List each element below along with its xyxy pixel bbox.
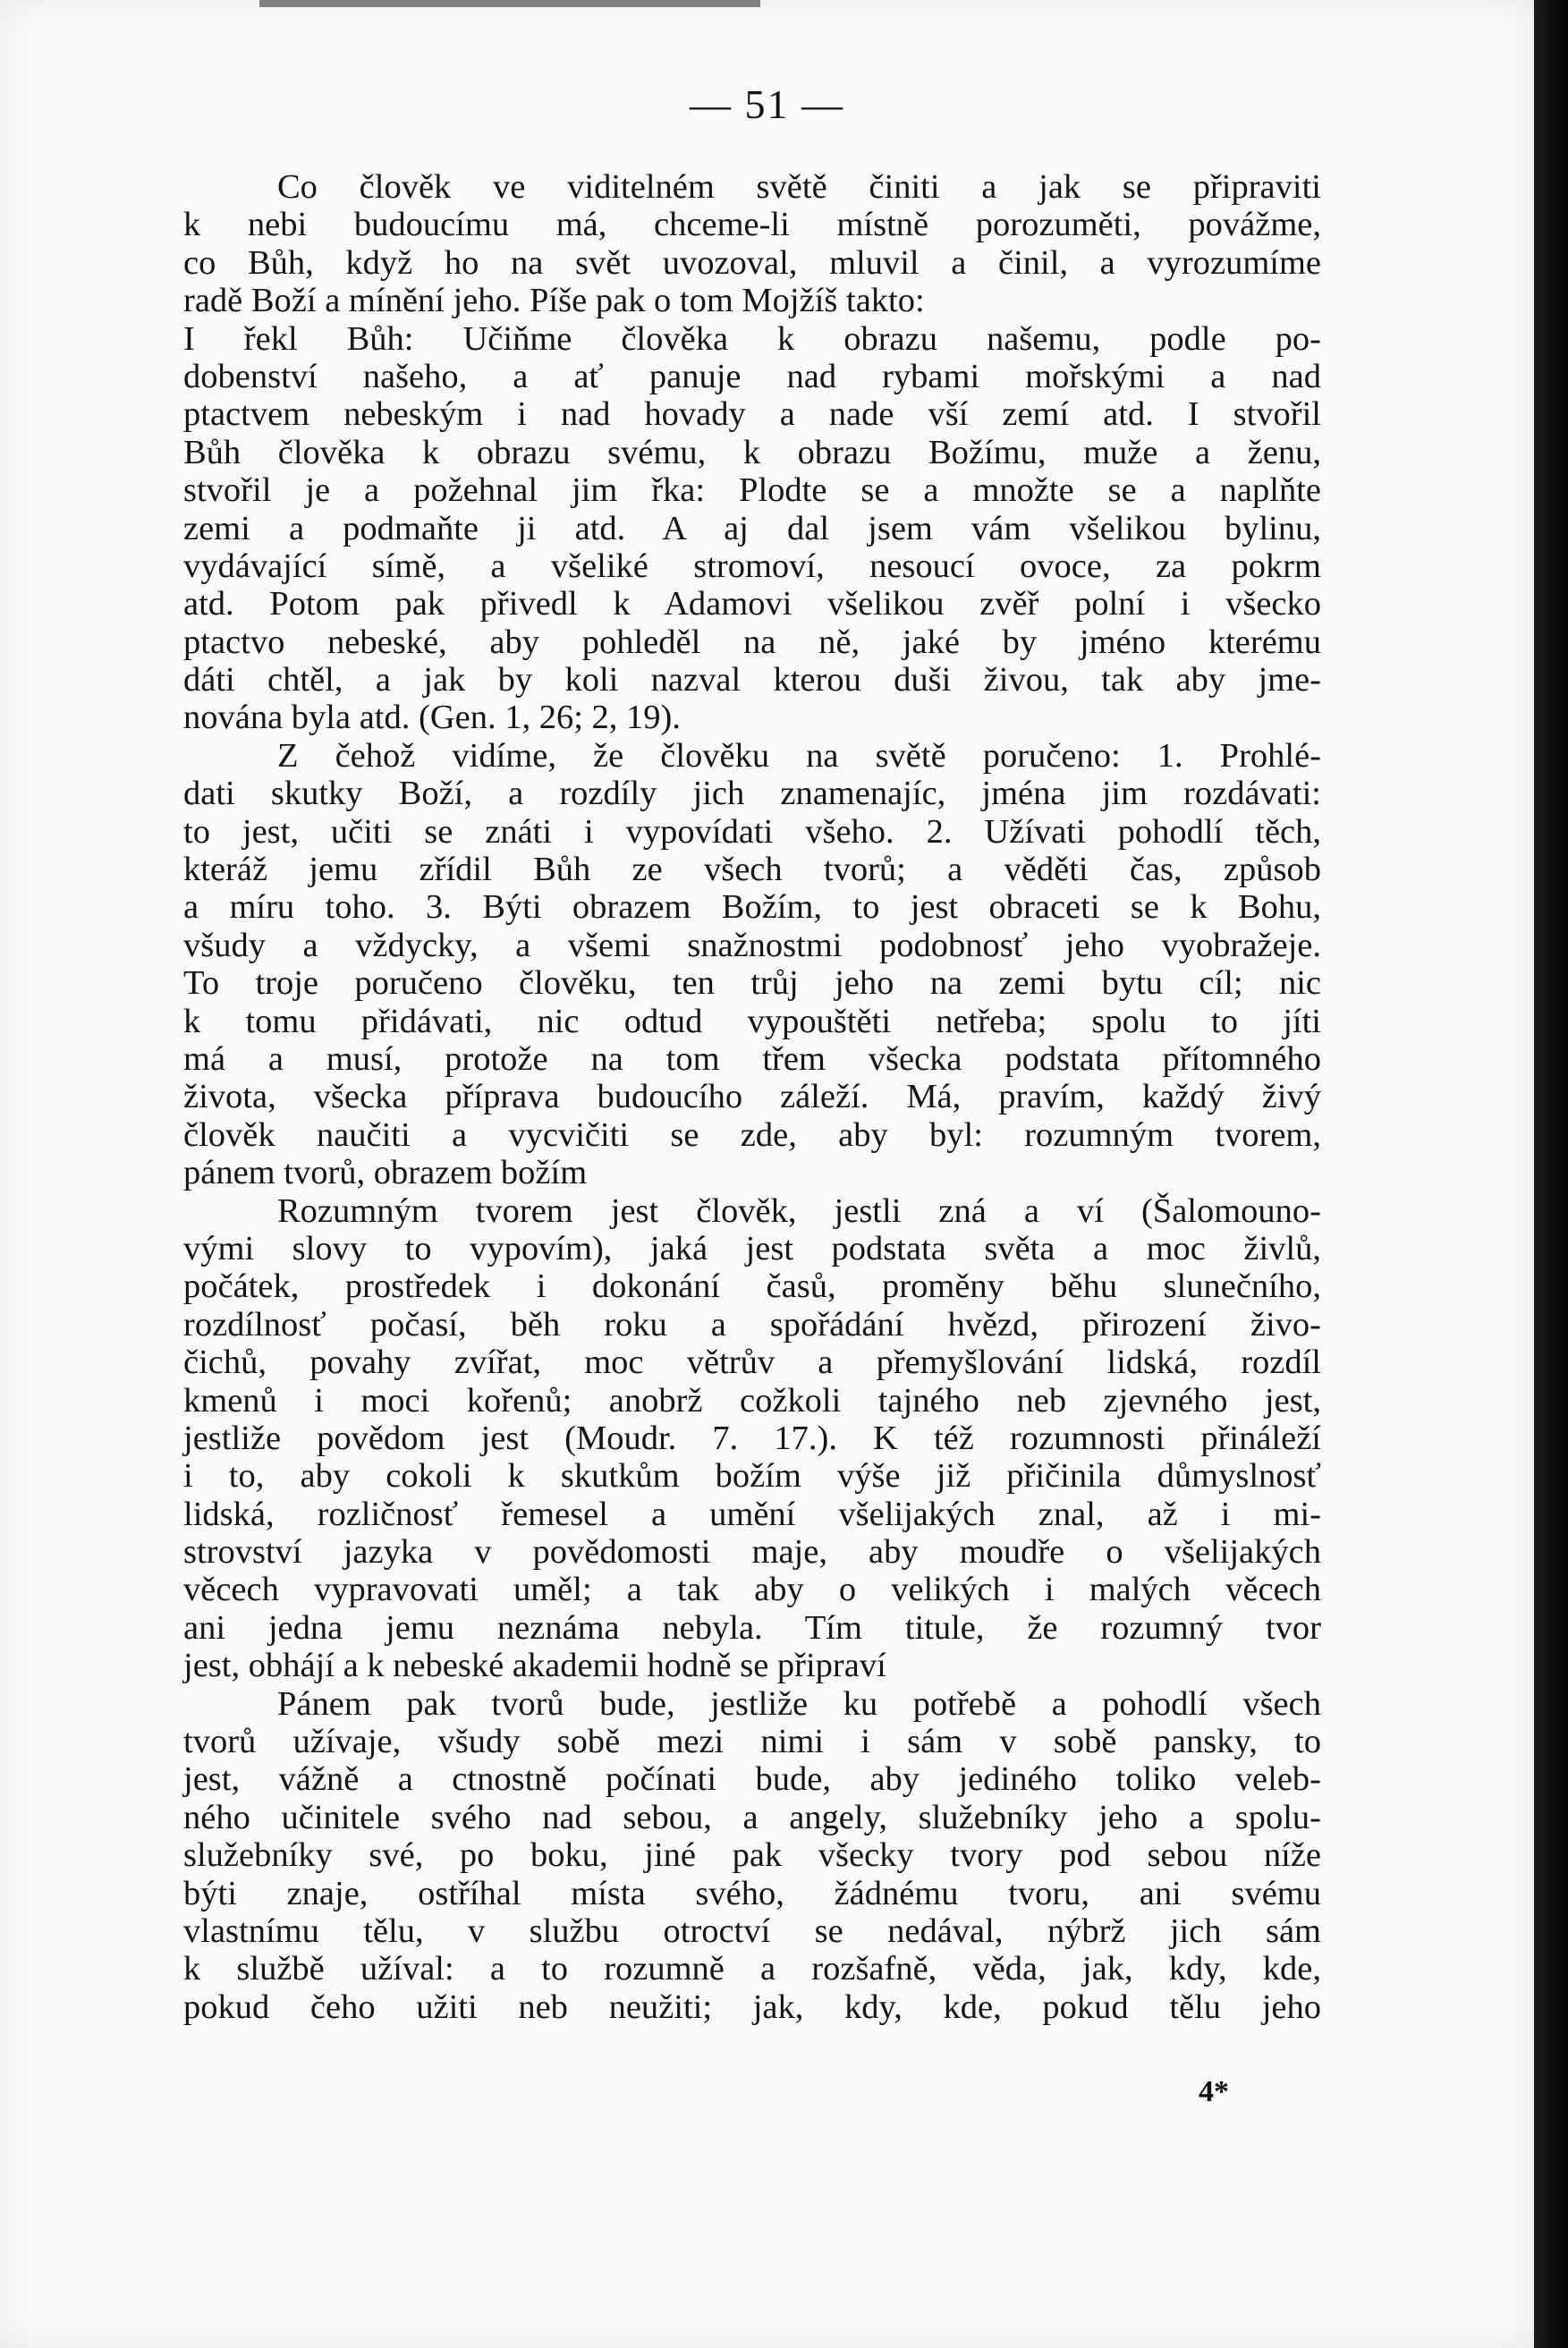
text-line: i to, aby cokoli k skutkům božím výše již přičinila důmyslnosť — [183, 1457, 1321, 1496]
signature-mark: 4* — [1199, 2075, 1229, 2108]
text-line: služebníky své, po boku, jiné pak všecky tvory pod sebou níže — [183, 1836, 1321, 1875]
text-line: atd. Potom pak přivedl k Adamovi všelikou zvěř polní i všecko — [183, 585, 1321, 623]
text-line: I řekl Bůh: Učiňme člověka k obrazu našemu, podle po- — [183, 319, 1321, 358]
text-line: dati skutky Boží, a rozdíly jich znamenajíc, jména jim rozdávati: — [183, 775, 1321, 813]
text-line: to jest, učiti se znáti i vypovídati všeho. 2. Užívati pohodlí těch, — [183, 812, 1321, 851]
text-line: nována byla atd. (Gen. 1, 26; 2, 19). — [183, 699, 681, 737]
text-line: Co člověk ve viditelném světě činiti a jak se připraviti — [277, 168, 1321, 206]
text-line: býti znaje, ostříhal místa svého, žádnému tvoru, ani svému — [183, 1874, 1321, 1912]
text-line: pánem tvorů, obrazem božím — [183, 1154, 588, 1192]
text-line: co Bůh, když ho na svět uvozoval, mluvil a činil, a vyrozumíme — [183, 243, 1321, 282]
text-line: dobenství našeho, a ať panuje nad rybami mořskými a nad — [183, 357, 1321, 395]
text-line: tvorů užívaje, všudy sobě mezi nimi i sám v sobě pansky, to — [183, 1723, 1321, 1761]
text-line: k nebi budoucímu má, chceme-li místně porozuměti, povážme, — [183, 206, 1321, 244]
text-line: pokud čeho užiti neb neužiti; jak, kdy, kde, pokud tělu jeho — [183, 1988, 1321, 2026]
text-line: vými slovy to vypovím), jaká jest podstata světa a moc živlů, — [183, 1229, 1321, 1267]
text-line: k tomu přidávati, nic odtud vypouštěti netřeba; spolu to jíti — [183, 1002, 1321, 1040]
text-line: počátek, prostředek i dokonání časů, proměny běhu slunečního, — [183, 1267, 1321, 1306]
text-line: Bůh člověka k obrazu svému, k obrazu Božímu, muže a ženu, — [183, 433, 1321, 471]
text-line: jest, vážně a ctnostně počínati bude, aby jediného toliko veleb- — [183, 1760, 1321, 1799]
text-line: jestliže povědom jest (Moudr. 7. 17.). K též rozumnosti přináleží — [183, 1419, 1321, 1457]
text-line: Pánem pak tvorů bude, jestliže ku potřebě a pohodlí všech — [277, 1684, 1321, 1723]
text-line: lidská, rozličnosť řemesel a umění všelijakých znal, až i mi- — [183, 1495, 1321, 1533]
text-line: a míru toho. 3. Býti obrazem Božím, to jest obraceti se k Bohu, — [183, 888, 1321, 927]
text-line: kteráž jemu zřídil Bůh ze všech tvorů; a věděti čas, způsob — [183, 851, 1321, 889]
text-line: ného učinitele svého nad sebou, a angely, služebníky jeho a spolu- — [183, 1798, 1321, 1836]
text-line: ptactvem nebeským i nad hovady a nade vší zemí atd. I stvořil — [183, 395, 1321, 434]
text-line: všudy a vždycky, a všemi snažnostmi podobnosť jeho vyobražeje. — [183, 926, 1321, 964]
text-line: člověk naučiti a vycvičiti se zde, aby byl: rozumným tvorem, — [183, 1115, 1321, 1154]
text-line: života, všecka příprava budoucího záleží. Má, pravím, každý živý — [183, 1078, 1321, 1116]
text-line: ani jedna jemu neznáma nebyla. Tím titule, že rozumný tvor — [183, 1608, 1321, 1647]
page-number: — 51 — — [690, 81, 844, 127]
text-line: jest, obhájí a k nebeské akademii hodně se připraví — [183, 1647, 886, 1685]
text-line: věcech vypravovati uměl; a tak aby o velikých i malých věcech — [183, 1571, 1321, 1609]
text-line: vlastnímu tělu, v službu otroctví se nedával, nýbrž jich sám — [183, 1911, 1321, 1950]
text-line: Z čehož vidíme, že člověku na světě poručeno: 1. Prohlé- — [277, 736, 1321, 775]
text-line: To troje poručeno člověku, ten trůj jeho na zemi bytu cíl; nic — [183, 964, 1321, 1003]
text-line: Rozumným tvorem jest člověk, jestli zná a ví (Šalomouno- — [277, 1191, 1321, 1230]
scan-edge — [1534, 0, 1568, 2348]
text-line: čichů, povahy zvířat, moc větrův a přemyšlování lidská, rozdíl — [183, 1344, 1321, 1382]
text-line: dáti chtěl, a jak by koli nazval kterou duši živou, tak aby jme- — [183, 661, 1321, 699]
top-edge-mark — [259, 0, 760, 7]
text-line: radě Boží a mínění jeho. Píše pak o tom Mojžíš takto: — [183, 282, 925, 320]
text-line: k službě užíval: a to rozumně a rozšafně, věda, jak, kdy, kde, — [183, 1950, 1321, 1988]
text-line: má a musí, protože na tom třem všecka podstata přítomného — [183, 1039, 1321, 1078]
text-line: ptactvo nebeské, aby pohleděl na ně, jaké by jméno kterému — [183, 623, 1321, 661]
text-line: stvořil je a požehnal jim řka: Plodte se a množte se a naplňte — [183, 471, 1321, 510]
text-line: kmenů i moci kořenů; anobrž cožkoli tajného neb zjevného jest, — [183, 1381, 1321, 1420]
text-line: vydávající símě, a všeliké stromoví, nesoucí ovoce, za pokrm — [183, 547, 1321, 585]
text-line: rozdílnosť počasí, běh roku a spořádání hvězd, přirození živo- — [183, 1305, 1321, 1344]
text-line: strovství jazyka v povědomosti maje, aby moudře o všelijakých — [183, 1533, 1321, 1572]
body-text — [183, 168, 1321, 2026]
text-line: zemi a podmaňte ji atd. A aj dal jsem vám všelikou bylinu, — [183, 509, 1321, 547]
